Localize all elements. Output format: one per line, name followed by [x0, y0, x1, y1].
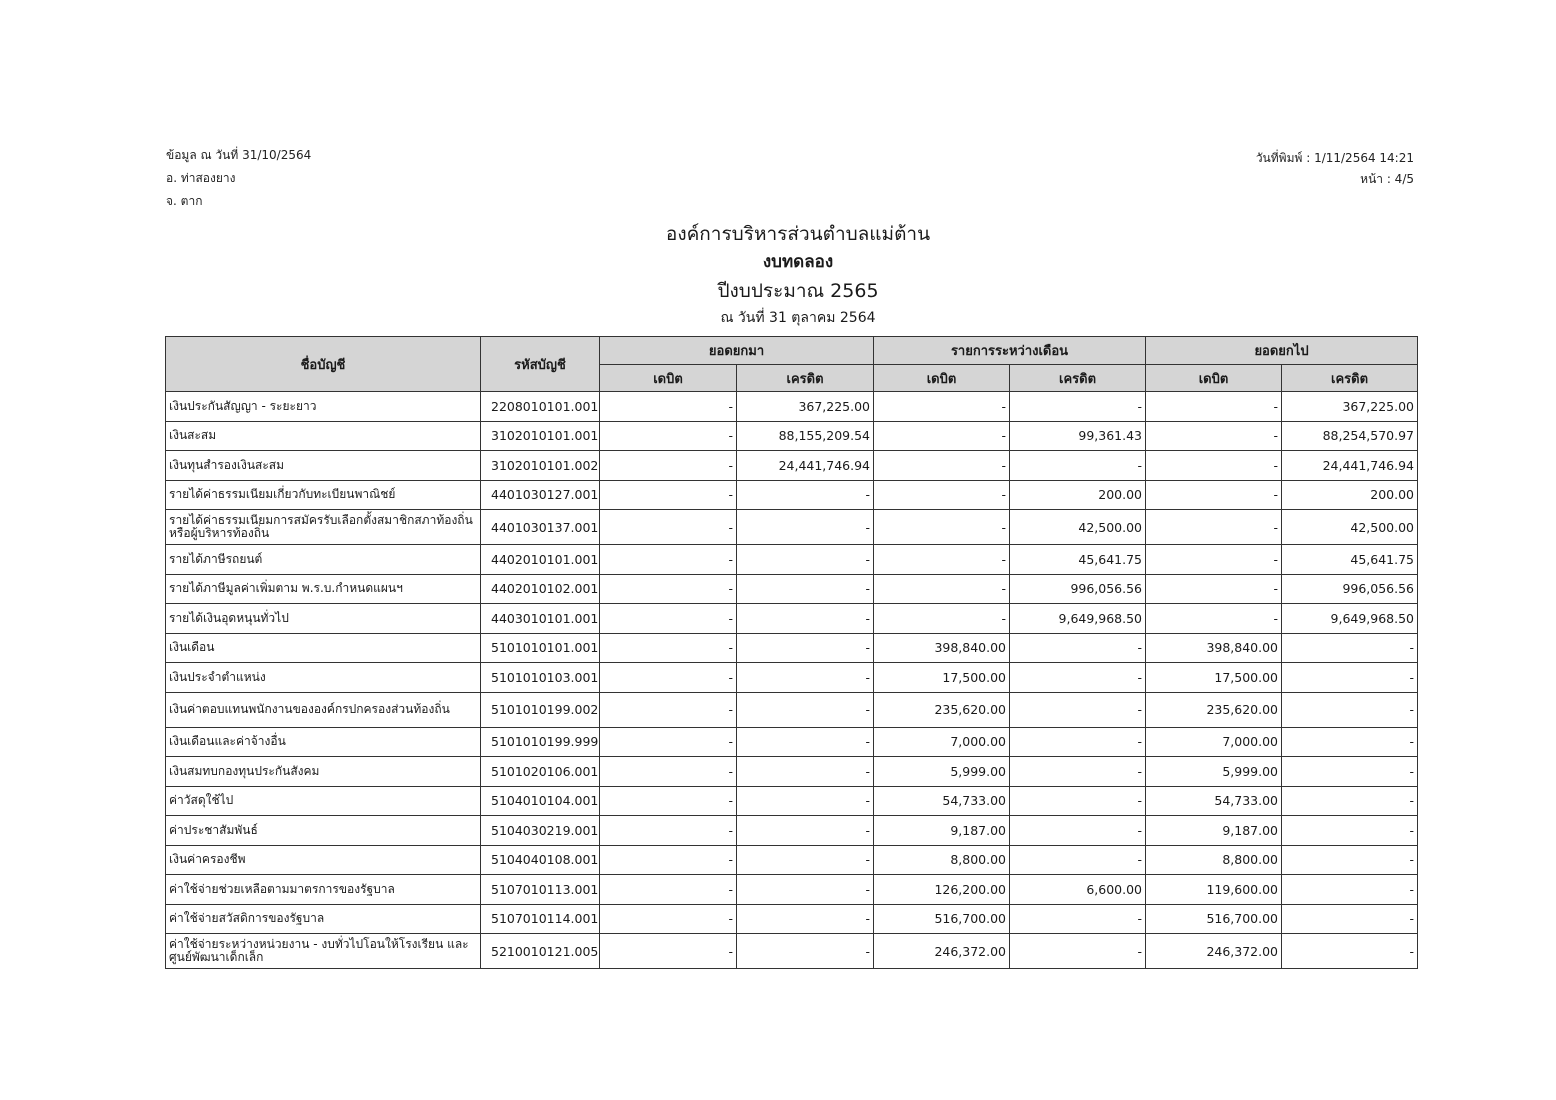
- table-row: [166, 480, 1418, 510]
- account-code-cell: 4402010101.001: [481, 545, 600, 575]
- account-name-cell: รายได้ภาษีรถยนต์: [166, 545, 481, 575]
- table-row: [166, 451, 1418, 481]
- brought-forward-credit-cell: -: [737, 692, 874, 727]
- header-credit: เครดิต: [1010, 365, 1146, 392]
- carried-forward-debit-cell: -: [1146, 392, 1282, 422]
- month-credit-cell: 45,641.75: [1010, 545, 1146, 575]
- header-brought-forward: ยอดยกมา: [600, 337, 874, 365]
- brought-forward-debit-cell: -: [600, 692, 737, 727]
- brought-forward-credit-cell: -: [737, 510, 874, 545]
- account-code-cell: 5101010199.002: [481, 692, 600, 727]
- carried-forward-debit-cell: 246,372.00: [1146, 934, 1282, 969]
- carried-forward-debit-cell: 8,800.00: [1146, 845, 1282, 875]
- month-debit-cell: -: [874, 545, 1010, 575]
- account-name-cell: ค่าใช้จ่ายสวัสดิการของรัฐบาล: [166, 904, 481, 934]
- fiscal-year: ปีงบประมาณ 2565: [717, 280, 879, 302]
- brought-forward-debit-cell: -: [600, 727, 737, 757]
- brought-forward-credit-cell: -: [737, 816, 874, 846]
- carried-forward-credit-cell: 9,649,968.50: [1282, 604, 1418, 634]
- brought-forward-debit-cell: -: [600, 786, 737, 816]
- carried-forward-credit-cell: -: [1282, 845, 1418, 875]
- brought-forward-debit-cell: -: [600, 757, 737, 787]
- trial-balance-table: [165, 336, 1418, 969]
- table-row: [166, 574, 1418, 604]
- carried-forward-credit-cell: -: [1282, 757, 1418, 787]
- province: จ. ตาก: [166, 194, 203, 208]
- account-code-cell: 5210010121.005: [481, 934, 600, 969]
- table-row: [166, 727, 1418, 757]
- carried-forward-debit-cell: 17,500.00: [1146, 663, 1282, 693]
- brought-forward-debit-cell: -: [600, 663, 737, 693]
- month-credit-cell: -: [1010, 904, 1146, 934]
- table-row: [166, 692, 1418, 727]
- header-credit: เครดิต: [1282, 365, 1418, 392]
- brought-forward-debit-cell: -: [600, 604, 737, 634]
- month-debit-cell: -: [874, 510, 1010, 545]
- month-debit-cell: 17,500.00: [874, 663, 1010, 693]
- brought-forward-credit-cell: -: [737, 480, 874, 510]
- brought-forward-credit-cell: -: [737, 663, 874, 693]
- carried-forward-debit-cell: 5,999.00: [1146, 757, 1282, 787]
- month-debit-cell: 398,840.00: [874, 633, 1010, 663]
- table-row: [166, 392, 1418, 422]
- account-name-cell: เงินค่าครองชีพ: [166, 845, 481, 875]
- header-account-name: ชื่อบัญชี: [166, 337, 481, 392]
- brought-forward-credit-cell: 24,441,746.94: [737, 451, 874, 481]
- month-debit-cell: 246,372.00: [874, 934, 1010, 969]
- brought-forward-debit-cell: -: [600, 904, 737, 934]
- month-credit-cell: -: [1010, 451, 1146, 481]
- table-row: [166, 545, 1418, 575]
- brought-forward-credit-cell: -: [737, 633, 874, 663]
- month-debit-cell: 9,187.00: [874, 816, 1010, 846]
- carried-forward-debit-cell: -: [1146, 545, 1282, 575]
- brought-forward-credit-cell: -: [737, 845, 874, 875]
- account-code-cell: 5101020106.001: [481, 757, 600, 787]
- district: อ. ท่าสองยาง: [166, 171, 236, 185]
- brought-forward-debit-cell: -: [600, 545, 737, 575]
- header-during-month: รายการระหว่างเดือน: [874, 337, 1146, 365]
- account-name-cell: เงินสมทบกองทุนประกันสังคม: [166, 757, 481, 787]
- table-row: [166, 421, 1418, 451]
- brought-forward-debit-cell: -: [600, 451, 737, 481]
- brought-forward-debit-cell: -: [600, 480, 737, 510]
- month-credit-cell: -: [1010, 786, 1146, 816]
- report-meta-right: [1256, 148, 1414, 190]
- month-credit-cell: -: [1010, 816, 1146, 846]
- brought-forward-credit-cell: -: [737, 934, 874, 969]
- data-date: ข้อมูล ณ วันที่ 31/10/2564: [166, 148, 312, 162]
- account-code-cell: 5101010101.001: [481, 633, 600, 663]
- month-debit-cell: 54,733.00: [874, 786, 1010, 816]
- carried-forward-debit-cell: 54,733.00: [1146, 786, 1282, 816]
- carried-forward-debit-cell: 119,600.00: [1146, 875, 1282, 905]
- account-code-cell: 4402010102.001: [481, 574, 600, 604]
- carried-forward-debit-cell: -: [1146, 604, 1282, 634]
- month-credit-cell: -: [1010, 757, 1146, 787]
- header-debit: เดบิต: [874, 365, 1010, 392]
- carried-forward-debit-cell: 9,187.00: [1146, 816, 1282, 846]
- account-name-cell: รายได้ค่าธรรมเนียมเกี่ยวกับทะเบียนพาณิชย์: [166, 480, 481, 510]
- month-credit-cell: -: [1010, 392, 1146, 422]
- month-credit-cell: -: [1010, 633, 1146, 663]
- carried-forward-debit-cell: 7,000.00: [1146, 727, 1282, 757]
- month-credit-cell: -: [1010, 845, 1146, 875]
- brought-forward-debit-cell: -: [600, 633, 737, 663]
- account-code-cell: 5104010104.001: [481, 786, 600, 816]
- month-debit-cell: -: [874, 604, 1010, 634]
- brought-forward-credit-cell: -: [737, 727, 874, 757]
- account-code-cell: 3102010101.001: [481, 421, 600, 451]
- account-code-cell: 5107010114.001: [481, 904, 600, 934]
- table-header-row: [166, 337, 1418, 365]
- account-code-cell: 4403010101.001: [481, 604, 600, 634]
- brought-forward-debit-cell: -: [600, 816, 737, 846]
- table-row: [166, 816, 1418, 846]
- account-name-cell: ค่าใช้จ่ายระหว่างหน่วยงาน - งบทั่วไปโอนให้โรงเรียน และศูนย์พัฒนาเด็กเล็ก: [166, 934, 481, 969]
- brought-forward-debit-cell: -: [600, 845, 737, 875]
- header-account-code: รหัสบัญชี: [481, 337, 600, 392]
- month-credit-cell: -: [1010, 692, 1146, 727]
- carried-forward-credit-cell: -: [1282, 786, 1418, 816]
- month-debit-cell: 8,800.00: [874, 845, 1010, 875]
- report-name: งบทดลอง: [762, 252, 834, 272]
- carried-forward-credit-cell: 996,056.56: [1282, 574, 1418, 604]
- brought-forward-credit-cell: -: [737, 757, 874, 787]
- account-name-cell: ค่าวัสดุใช้ไป: [166, 786, 481, 816]
- table-row: [166, 875, 1418, 905]
- header-debit: เดบิต: [1146, 365, 1282, 392]
- as-of-date: ณ วันที่ 31 ตุลาคม 2564: [720, 310, 876, 326]
- month-credit-cell: -: [1010, 934, 1146, 969]
- month-credit-cell: 42,500.00: [1010, 510, 1146, 545]
- report-title-block: [0, 220, 1556, 330]
- carried-forward-debit-cell: -: [1146, 480, 1282, 510]
- carried-forward-debit-cell: -: [1146, 451, 1282, 481]
- month-debit-cell: 7,000.00: [874, 727, 1010, 757]
- carried-forward-credit-cell: 45,641.75: [1282, 545, 1418, 575]
- account-code-cell: 5101010199.999: [481, 727, 600, 757]
- month-credit-cell: -: [1010, 727, 1146, 757]
- month-credit-cell: 99,361.43: [1010, 421, 1146, 451]
- account-name-cell: เงินประกันสัญญา - ระยะยาว: [166, 392, 481, 422]
- brought-forward-credit-cell: -: [737, 786, 874, 816]
- month-debit-cell: -: [874, 421, 1010, 451]
- carried-forward-credit-cell: -: [1282, 663, 1418, 693]
- brought-forward-credit-cell: 88,155,209.54: [737, 421, 874, 451]
- carried-forward-debit-cell: -: [1146, 574, 1282, 604]
- carried-forward-debit-cell: 398,840.00: [1146, 633, 1282, 663]
- carried-forward-credit-cell: 24,441,746.94: [1282, 451, 1418, 481]
- month-debit-cell: 126,200.00: [874, 875, 1010, 905]
- carried-forward-debit-cell: 235,620.00: [1146, 692, 1282, 727]
- month-debit-cell: 235,620.00: [874, 692, 1010, 727]
- account-name-cell: เงินเดือน: [166, 633, 481, 663]
- carried-forward-credit-cell: -: [1282, 633, 1418, 663]
- month-credit-cell: 200.00: [1010, 480, 1146, 510]
- month-credit-cell: 996,056.56: [1010, 574, 1146, 604]
- account-name-cell: รายได้ภาษีมูลค่าเพิ่มตาม พ.ร.บ.กำหนดแผนฯ: [166, 574, 481, 604]
- table-row: [166, 934, 1418, 969]
- account-code-cell: 4401030127.001: [481, 480, 600, 510]
- table-row: [166, 510, 1418, 545]
- account-name-cell: เงินสะสม: [166, 421, 481, 451]
- month-debit-cell: 5,999.00: [874, 757, 1010, 787]
- account-code-cell: 5104030219.001: [481, 816, 600, 846]
- month-debit-cell: 516,700.00: [874, 904, 1010, 934]
- carried-forward-credit-cell: -: [1282, 875, 1418, 905]
- brought-forward-debit-cell: -: [600, 875, 737, 905]
- carried-forward-credit-cell: 42,500.00: [1282, 510, 1418, 545]
- table-row: [166, 633, 1418, 663]
- account-name-cell: ค่าประชาสัมพันธ์: [166, 816, 481, 846]
- account-name-cell: เงินทุนสำรองเงินสะสม: [166, 451, 481, 481]
- brought-forward-debit-cell: -: [600, 421, 737, 451]
- brought-forward-credit-cell: -: [737, 574, 874, 604]
- table-row: [166, 845, 1418, 875]
- carried-forward-credit-cell: 200.00: [1282, 480, 1418, 510]
- report-meta-left: [166, 144, 311, 213]
- carried-forward-credit-cell: -: [1282, 904, 1418, 934]
- header-debit: เดบิต: [600, 365, 737, 392]
- account-name-cell: เงินประจำตำแหน่ง: [166, 663, 481, 693]
- carried-forward-credit-cell: 367,225.00: [1282, 392, 1418, 422]
- brought-forward-credit-cell: -: [737, 545, 874, 575]
- header-credit: เครดิต: [737, 365, 874, 392]
- carried-forward-debit-cell: -: [1146, 421, 1282, 451]
- carried-forward-debit-cell: -: [1146, 510, 1282, 545]
- brought-forward-credit-cell: -: [737, 604, 874, 634]
- account-name-cell: รายได้ค่าธรรมเนียมการสมัครรับเลือกตั้งสมาชิกสภาท้องถิ่นหรือผู้บริหารท้องถิ่น: [166, 510, 481, 545]
- account-code-cell: 5107010113.001: [481, 875, 600, 905]
- table-row: [166, 604, 1418, 634]
- month-credit-cell: 9,649,968.50: [1010, 604, 1146, 634]
- brought-forward-debit-cell: -: [600, 392, 737, 422]
- table-row: [166, 663, 1418, 693]
- brought-forward-debit-cell: -: [600, 934, 737, 969]
- month-credit-cell: -: [1010, 663, 1146, 693]
- carried-forward-debit-cell: 516,700.00: [1146, 904, 1282, 934]
- brought-forward-credit-cell: -: [737, 875, 874, 905]
- month-debit-cell: -: [874, 574, 1010, 604]
- table-row: [166, 786, 1418, 816]
- carried-forward-credit-cell: -: [1282, 727, 1418, 757]
- month-debit-cell: -: [874, 392, 1010, 422]
- organization-name: องค์การบริหารส่วนตำบลแม่ต้าน: [665, 223, 931, 245]
- brought-forward-credit-cell: -: [737, 904, 874, 934]
- brought-forward-debit-cell: -: [600, 574, 737, 604]
- carried-forward-credit-cell: -: [1282, 692, 1418, 727]
- account-name-cell: ค่าใช้จ่ายช่วยเหลือตามมาตรการของรัฐบาล: [166, 875, 481, 905]
- header-carried-forward: ยอดยกไป: [1146, 337, 1418, 365]
- carried-forward-credit-cell: 88,254,570.97: [1282, 421, 1418, 451]
- table-row: [166, 904, 1418, 934]
- carried-forward-credit-cell: -: [1282, 816, 1418, 846]
- page-number: หน้า : 4/5: [1360, 172, 1414, 186]
- account-name-cell: เงินเดือนและค่าจ้างอื่น: [166, 727, 481, 757]
- account-name-cell: รายได้เงินอุดหนุนทั่วไป: [166, 604, 481, 634]
- print-date: วันที่พิมพ์ : 1/11/2564 14:21: [1255, 151, 1414, 165]
- carried-forward-credit-cell: -: [1282, 934, 1418, 969]
- brought-forward-credit-cell: 367,225.00: [737, 392, 874, 422]
- account-code-cell: 5104040108.001: [481, 845, 600, 875]
- table-row: [166, 757, 1418, 787]
- account-code-cell: 5101010103.001: [481, 663, 600, 693]
- account-code-cell: 2208010101.001: [481, 392, 600, 422]
- account-code-cell: 3102010101.002: [481, 451, 600, 481]
- month-debit-cell: -: [874, 480, 1010, 510]
- month-credit-cell: 6,600.00: [1010, 875, 1146, 905]
- account-code-cell: 4401030137.001: [481, 510, 600, 545]
- month-debit-cell: -: [874, 451, 1010, 481]
- account-name-cell: เงินค่าตอบแทนพนักงานขององค์กรปกครองส่วนท้องถิ่น: [166, 692, 481, 727]
- brought-forward-debit-cell: -: [600, 510, 737, 545]
